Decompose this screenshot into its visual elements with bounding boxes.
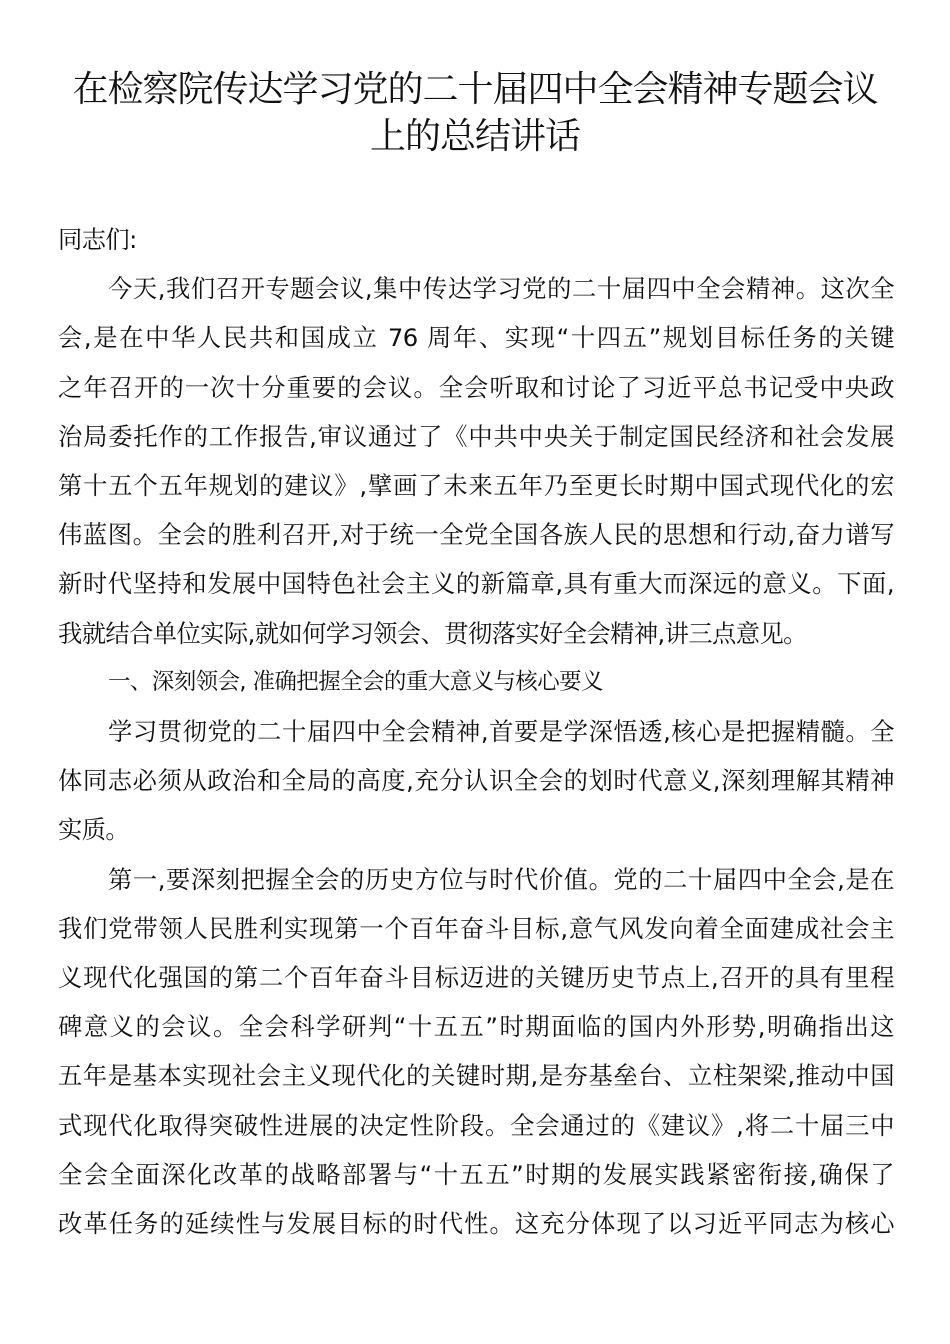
document-title (40, 66, 910, 160)
paragraph-point-1 (58, 855, 894, 1249)
salutation: 同志们: (58, 225, 137, 254)
text-line: 治局委托作的工作报告,审议通过了《中共中央关于制定国民经济和社会发展 (58, 421, 894, 451)
section-heading-1 (58, 658, 894, 707)
text-line: 第一,要深刻把握全会的历史方位与时代价值。党的二十届四中全会,是在 (108, 864, 894, 894)
text-line: 全会全面深化改革的战略部署与“十五五”时期的发展实践紧密衔接,确保了 (58, 1159, 894, 1189)
text-line: 新时代坚持和发展中国特色社会主义的新篇章,具有重大而深远的意义。下面, (58, 569, 894, 599)
text-line: 今天,我们召开专题会议,集中传达学习党的二十届四中全会精神。这次全 (108, 274, 894, 304)
text-line: 之年召开的一次十分重要的会议。全会听取和讨论了习近平总书记受中央政 (58, 372, 894, 402)
text-line: 第十五个五年规划的建议》,擘画了未来五年乃至更长时期中国式现代化的宏 (58, 471, 894, 501)
heading-text: 一、深刻领会, 准确把握全会的重大意义与核心要义 (108, 668, 603, 695)
text-line: 改革任务的延续性与发展目标的时代性。这充分体现了以习近平同志为核心 (58, 1209, 894, 1239)
title-line-1: 在检察院传达学习党的二十届四中全会精神专题会议 (72, 69, 878, 110)
text-line: 会,是在中华人民共和国成立 76 周年、实现“十四五”规划目标任务的关键 (58, 323, 894, 353)
text-line: 碑意义的会议。全会科学研判“十五五”时期面临的国内外形势,明确指出这 (58, 1012, 894, 1042)
text-line: 五年是基本实现社会主义现代化的关键时期,是夯基垒台、立柱架梁,推动中国 (58, 1061, 894, 1091)
text-line: 体同志必须从政治和全局的高度,充分认识全会的划时代意义,深刻理解其精神 (58, 766, 894, 796)
text-line: 实质。 (58, 815, 130, 845)
title-line-2: 上的总结讲话 (369, 116, 580, 157)
text-line: 我就结合单位实际,就如何学习领会、贯彻落实好全会精神,讲三点意见。 (58, 618, 807, 648)
text-line: 学习贯彻党的二十届四中全会精神,首要是学深悟透,核心是把握精髓。全 (108, 717, 894, 747)
paragraph-section-1-intro (58, 707, 894, 855)
paragraph-opening (58, 264, 894, 658)
text-line: 伟蓝图。全会的胜利召开,对于统一全党全国各族人民的思想和行动,奋力谱写 (58, 520, 894, 550)
text-line: 义现代化强国的第二个百年奋斗目标迈进的关键历史节点上,召开的具有里程 (58, 963, 894, 993)
text-line: 我们党带领人民胜利实现第一个百年奋斗目标,意气风发向着全面建成社会主 (58, 913, 894, 943)
text-line: 式现代化取得突破性进展的决定性阶段。全会通过的《建议》,将二十届三中 (58, 1110, 894, 1140)
document-body (58, 215, 894, 1248)
